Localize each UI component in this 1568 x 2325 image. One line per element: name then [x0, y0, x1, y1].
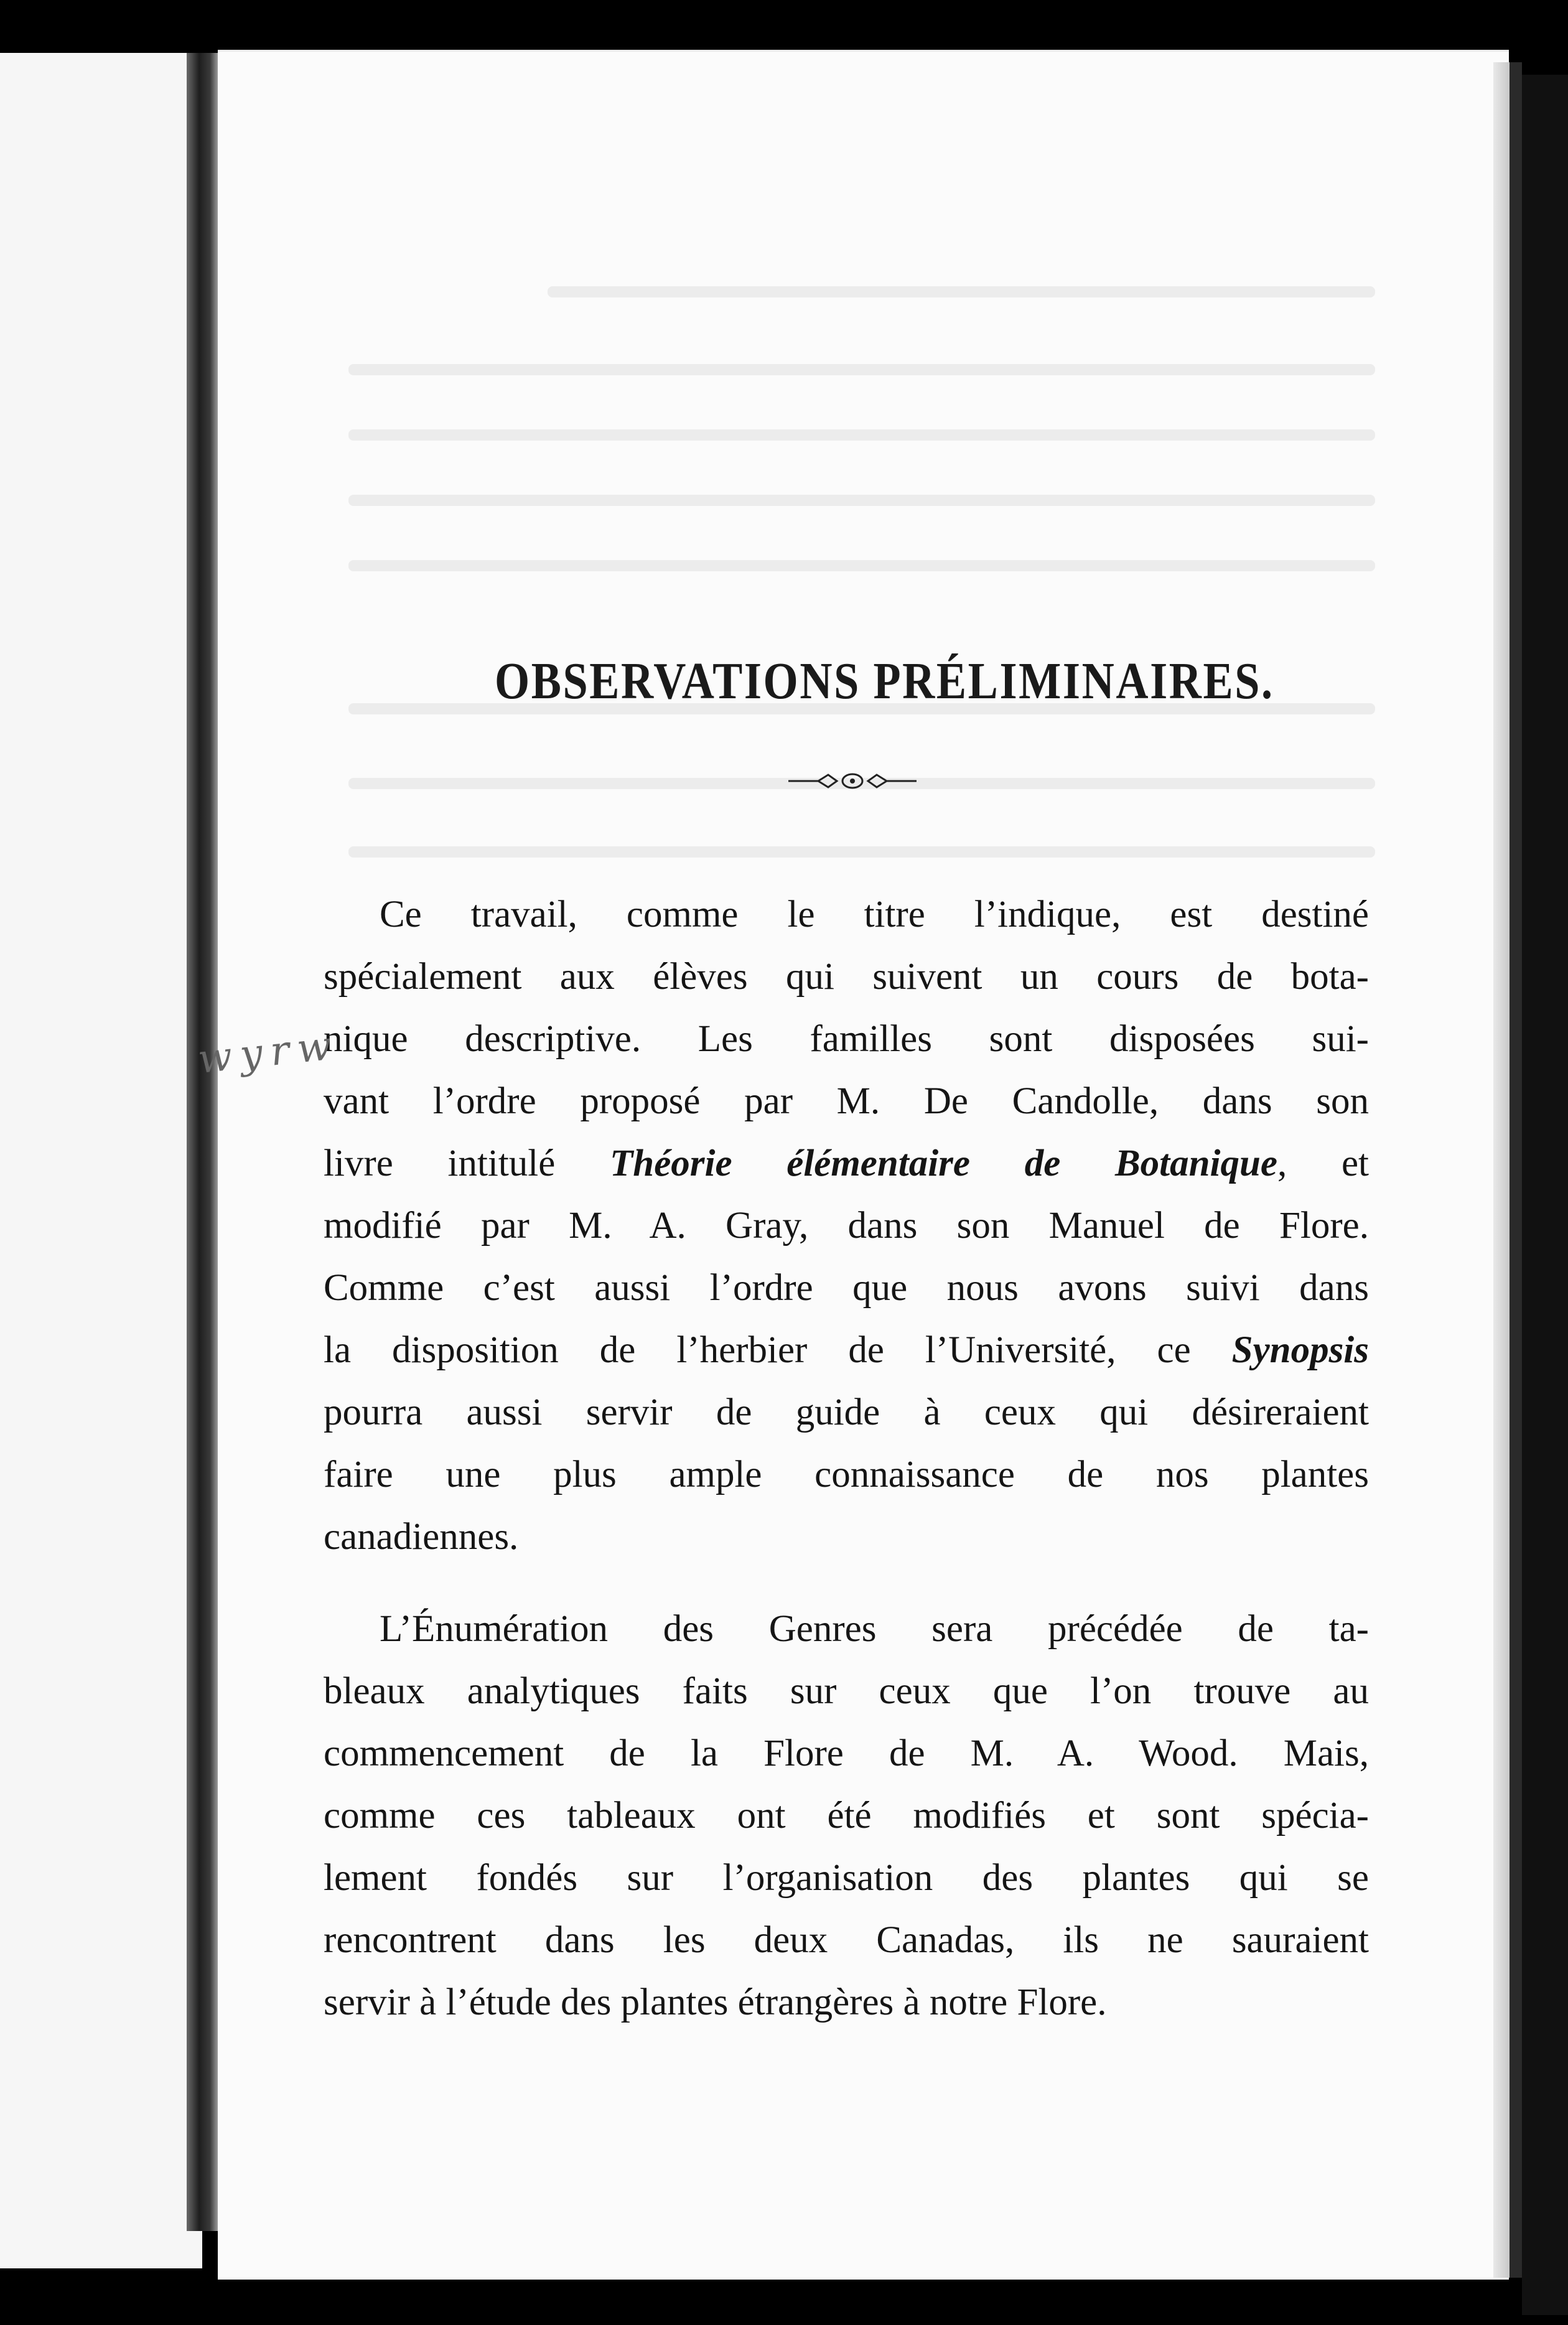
show-through-line — [348, 429, 1375, 441]
text-line: vant l’ordre proposé par M. De Candolle, dans son — [324, 1080, 1369, 1122]
text-line: modifié par M. A. Gray, dans son Manuel de Flore. — [324, 1205, 1369, 1247]
italic-title: Théorie élémentaire de Botanique — [610, 1143, 1277, 1184]
text-line — [324, 1319, 1369, 1382]
text-line: L’Énumération des Genres sera précédée de ta- — [380, 1608, 1369, 1650]
text-line: bleaux analytiques faits sur ceux que l’on trouve au — [324, 1670, 1369, 1712]
text-line: canadiennes. — [324, 1516, 519, 1558]
text-segment: , et — [1277, 1143, 1369, 1184]
book-spine-gutter — [187, 53, 218, 2231]
text-line: comme ces tableaux ont été modifiés et sont spécia- — [324, 1795, 1369, 1836]
italic-title: Synopsis — [1231, 1329, 1369, 1371]
show-through-line — [348, 846, 1375, 858]
text-line: servir à l’étude des plantes étrangères à notre Flore. — [324, 1981, 1107, 2023]
text-line: pourra aussi servir de guide à ceux qui désireraient — [324, 1392, 1369, 1433]
text-segment: livre intitulé — [324, 1143, 610, 1184]
text-line: Ce travail, comme le titre l’indique, est destiné — [380, 894, 1369, 935]
text-line: nique descriptive. Les familles sont disposées sui- — [324, 1018, 1369, 1060]
paragraph — [324, 1598, 1369, 2034]
paragraph — [324, 884, 1369, 1568]
show-through-line — [348, 560, 1375, 571]
text-line — [324, 1133, 1369, 1195]
show-through-line — [348, 364, 1375, 375]
left-page-edge — [0, 53, 202, 2268]
text-line: faire une plus ample connaissance de nos plantes — [324, 1454, 1369, 1495]
text-line: spécialement aux élèves qui suivent un cours de bota- — [324, 956, 1369, 998]
fleuron-divider-icon — [787, 765, 918, 797]
page-right-shadow — [1510, 62, 1522, 2278]
text-line: rencontrent dans les deux Canadas, ils ne sauraient — [324, 1919, 1369, 1961]
page-heading: OBSERVATIONS PRÉLIMINAIRES. — [495, 652, 1274, 711]
text-line: Comme c’est aussi l’ordre que nous avons suivi dans — [324, 1267, 1369, 1309]
scan-border — [1522, 75, 1568, 2315]
text-line: lement fondés sur l’organisation des plantes qui se — [324, 1857, 1369, 1899]
body-text — [324, 884, 1369, 2034]
page-right-edge — [1493, 62, 1510, 2278]
show-through-line — [548, 286, 1375, 297]
handwritten-margin-note: w y r w — [195, 1022, 334, 1083]
text-segment: la disposition de l’herbier de l’Université, ce — [324, 1329, 1232, 1371]
text-line: commencement de la Flore de M. A. Wood. Mais, — [324, 1733, 1369, 1774]
show-through-line — [348, 495, 1375, 506]
